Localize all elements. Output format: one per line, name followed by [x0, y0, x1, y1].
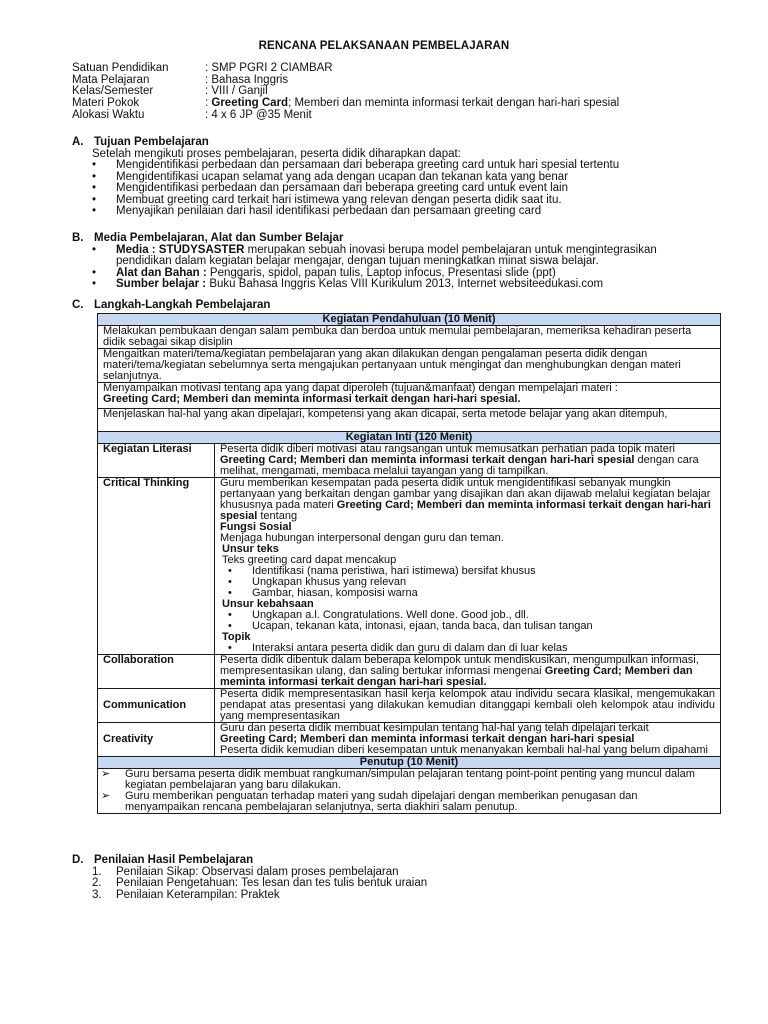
topik-list [220, 643, 715, 654]
cell-text: tentang [257, 510, 298, 522]
list-item: • Ungkapan a.l. Congratulations. Well done. Good job., dll. [226, 610, 715, 621]
fungsi-text: Menjaga hubungan interpersonal dengan guru dan teman. [220, 532, 504, 544]
info-value: : VIII / Ganjil [205, 85, 268, 97]
info-value: : Bahasa Inggris [205, 73, 289, 86]
table-cell [215, 655, 721, 689]
info-label: Materi Pokok [72, 96, 140, 109]
materi-bold: Greeting Card [211, 96, 289, 109]
kebahasaan-list [220, 610, 715, 632]
pendahuluan-header: Kegiatan Pendahuluan (10 Menit) [98, 314, 721, 326]
row-label: Communication [98, 689, 215, 723]
list-item-sumber [90, 279, 732, 291]
table-row [98, 655, 721, 689]
media-list [72, 245, 732, 291]
list-item-media [90, 245, 732, 268]
table-row [98, 432, 721, 444]
fungsi-label: Fungsi Sosial [220, 521, 292, 533]
info-row-materi [72, 98, 619, 110]
kebahasaan-label: Unsur kebahsaan [222, 598, 314, 610]
list-item: • Menyajikan penilaian dari hasil identifikasi perbedaan dan persamaan greeting card [90, 206, 732, 218]
cell-text: dengan cara melihat, mengamati, membaca melalui tayangan yang di tampilkan. [220, 454, 699, 477]
info-label: Alokasi Waktu [72, 109, 145, 121]
section-d [72, 855, 732, 901]
section-letter: A. [72, 136, 84, 148]
penutup-text: Guru bersama peserta didik membuat rangkuman/simpulan pelajaran tentang point-point penting yang muncul dalam kegiatan pembelajaran yang baru dilakukan. [125, 768, 695, 791]
table-cell: Melakukan pembukaan dengan salam pembuka dan berdoa untuk memulai pembelajaran, memeriksa kehadiran peserta didik sebagai sikap disiplin [98, 326, 721, 349]
item-number: 3. [92, 888, 102, 901]
steps-table [97, 313, 721, 814]
penutup-item [103, 791, 715, 813]
table-row [98, 757, 721, 769]
table-cell [98, 383, 721, 409]
section-a [72, 137, 732, 218]
pend3-text: Menyampaikan motivasi tentang apa yang dapat diperoleh (tujuan&manfaat) dengan mempelajari materi : [103, 382, 618, 394]
unsur-teks-label: Unsur teks [222, 543, 279, 555]
table-row [98, 349, 721, 383]
sumber-label: Sumber belajar : [116, 278, 207, 290]
document-title: RENCANA PELAKSANAAN PEMBELAJARAN [258, 40, 510, 52]
row-label: Critical Thinking [98, 478, 215, 655]
row-label: Collaboration [98, 655, 215, 689]
table-row [98, 478, 721, 655]
ct-paragraph [220, 478, 715, 522]
section-letter: B. [72, 232, 84, 244]
table-cell [215, 723, 721, 757]
table-row [98, 769, 721, 814]
penutup-item [103, 769, 715, 791]
table-row [98, 444, 721, 478]
sumber-text: Buku Bahasa Inggris Kelas VIII Kurikulum 2013, Internet websiteedukasi.com [206, 278, 604, 290]
table-cell [215, 478, 721, 655]
table-cell: Peserta didik mempresentasikan hasil kerja kelompok atau individu secara klasikal, mengemukakan pendapat atas presentasi yang dilakukan kemudian ditanggapi kembali oleh kelompok atau individu yang mempresentasikan [215, 689, 721, 723]
list-item: • Mengidentifikasi ucapan selamat yang ada dengan ucapan dan tekanan kata yang benar [90, 172, 732, 184]
table-cell: Mengaitkan materi/tema/kegiatan pembelajaran yang akan dilakukan dengan pengalaman peserta didik dengan materi/tema/kegiatan sebelumnya serta mengajukan pertanyaan untuk mengingat dan menghubungkan dengan materi selanjutnya. [98, 349, 721, 383]
section-title: Media Pembelajaran, Alat dan Sumber Belajar [94, 232, 344, 244]
unsur-teks-text: Teks greeting card dapat mencakup [222, 554, 397, 566]
list-item: • Ucapan, tekanan kata, intonasi, ejaan, tanda baca, dan tulisan tangan [226, 621, 715, 632]
table-row [98, 723, 721, 757]
list-item: • Mengidentifikasi perbedaan dan persamaan dari beberapa greeting card untuk event lain [90, 183, 732, 195]
row-label: Kegiatan Literasi [98, 444, 215, 478]
cell-bold: Greeting Card; Memberi dan meminta informasi terkait dengan hari-hari spesial [220, 499, 711, 522]
info-value: : SMP PGRI 2 CIAMBAR [205, 62, 333, 74]
item-number: 1. [92, 865, 102, 878]
list-item: • Mengidentifikasi perbedaan dan persamaan dari beberapa greeting card untuk hari spesial tertentu [90, 160, 732, 172]
media-text: merupakan sebuah inovasi berupa model pembelajaran untuk mengintegrasikan [244, 243, 657, 256]
table-row [98, 314, 721, 326]
cell-text: Peserta didik diberi motivasi atau rangsangan untuk memusatkan perhatian pada topik materi [220, 443, 675, 455]
cell-text: Peserta didik kemudian diberi kesempatan untuk menanyakan kembali hal-hal yang belum dipahami [220, 744, 708, 756]
pend3-bold: Greeting Card; Memberi dan meminta informasi terkait dengan hari-hari spesial. [103, 393, 521, 405]
materi-rest: ; Memberi dan meminta informasi terkait dengan hari-hari spesial [288, 96, 620, 109]
list-item: • Identifikasi (nama peristiwa, hari istimewa) bersifat khusus [226, 566, 715, 577]
list-item: • Interaksi antara peserta didik dan guru di dalam dan di luar kelas [226, 643, 715, 654]
info-value: : 4 x 6 JP @35 Menit [205, 109, 312, 121]
item-text: Penilaian Sikap: Observasi dalam proses pembelajaran [116, 865, 399, 878]
unsur-teks-list [220, 566, 715, 599]
table-row [98, 326, 721, 349]
table-row [98, 383, 721, 409]
list-item: • Ungkapan khusus yang relevan [226, 577, 715, 588]
table-cell: Menjelaskan hal-hal yang akan dipelajari, kompetensi yang akan dicapai, serta metode belajar yang akan ditempuh, [98, 409, 721, 432]
section-letter: D. [72, 854, 84, 866]
identity-block [72, 63, 619, 122]
penutup-header: Penutup (10 Menit) [98, 757, 721, 769]
row-label: Creativity [98, 723, 215, 757]
info-row-mapel [72, 75, 619, 87]
table-cell [98, 769, 721, 814]
info-label: Mata Pelajaran [72, 73, 150, 86]
cell-text: Guru dan peserta didik membuat kesimpulan tentang hal-hal yang telah dipelajari terkait [220, 722, 649, 734]
media-text-cont: pendidikan dalam kegiatan belajar mengajar, dengan tujuan meningkatkan minat siswa belajar. [116, 255, 599, 267]
list-item: • Gambar, hiasan, komposisi warna [226, 588, 715, 599]
cell-bold: Greeting Card; Memberi dan meminta informasi terkait dengan hari-hari spesial [220, 733, 635, 745]
table-row [98, 689, 721, 723]
info-row-alokasi [72, 110, 619, 122]
list-item: • Membuat greeting card terkait hari istimewa yang relevan dengan peserta didik saat itu. [90, 195, 732, 207]
section-letter: C. [72, 299, 84, 311]
section-title: Penilaian Hasil Pembelajaran [94, 854, 254, 866]
table-cell [215, 444, 721, 478]
cell-text: Peserta didik dibentuk dalam beberapa kelompok untuk mendiskusikan, mengumpulkan informasi, mempresentasikan ulang, dan saling bertukar informasi mengenai [220, 654, 699, 677]
item-text: Penilaian Keterampilan: Praktek [116, 888, 280, 901]
section-a-heading [72, 137, 732, 149]
item-text: Penilaian Pengetahuan: Tes lesan dan tes tulis bentuk uraian [116, 877, 428, 889]
topik-label: Topik [222, 631, 251, 643]
item-number: 2. [92, 877, 102, 889]
section-c [72, 300, 732, 312]
section-title: Langkah-Langkah Pembelajaran [94, 299, 271, 311]
cell-bold: Greeting Card; Memberi dan meminta informasi terkait dengan hari-hari spesial [220, 454, 635, 466]
info-row-satuan [72, 63, 619, 75]
section-c-heading [72, 300, 732, 312]
info-label: Kelas/Semester [72, 85, 154, 97]
alat-label: Alat dan Bahan : [116, 266, 207, 279]
info-label: Satuan Pendidikan [72, 62, 169, 74]
cell-bold: Greeting Card; Memberi dan meminta informasi terkait dengan hari-hari spesial. [220, 665, 693, 688]
section-a-intro: Setelah mengikuti proses pembelajaran, peserta didik diharapkan dapat: [92, 147, 461, 160]
inti-header: Kegiatan Inti (120 Menit) [98, 432, 721, 444]
cell-text: Guru memberikan kesempatan pada peserta didik untuk mengidentifikasi sebanyak mungkin pertanyaan yang berkaitan dengan gambar yang disajikan dan akan dijawab melalui kegiatan belajar khususnya pada materi [220, 477, 711, 511]
section-title: Tujuan Pembelajaran [94, 136, 209, 148]
alat-text: Penggaris, spidol, papan tulis, Laptop infocus, Presentasi slide (ppt) [206, 266, 556, 279]
media-label: Media : STUDYSASTER [116, 243, 245, 256]
objectives-list [72, 160, 732, 218]
section-b [72, 233, 732, 291]
arrow-icon: ➢ [101, 790, 111, 802]
materi-prefix: : [205, 96, 212, 109]
assessment-list [72, 867, 732, 902]
info-value [205, 98, 619, 110]
table-row [98, 409, 721, 432]
list-item [92, 890, 732, 902]
penutup-text: Guru memberikan penguatan terhadap materi yang sudah dipelajari dengan memberikan penugasan dan menyampaikan rencana pembelajaran selanjutnya, serta diakhiri salam penutup. [125, 790, 638, 813]
arrow-icon: ➢ [101, 768, 111, 780]
